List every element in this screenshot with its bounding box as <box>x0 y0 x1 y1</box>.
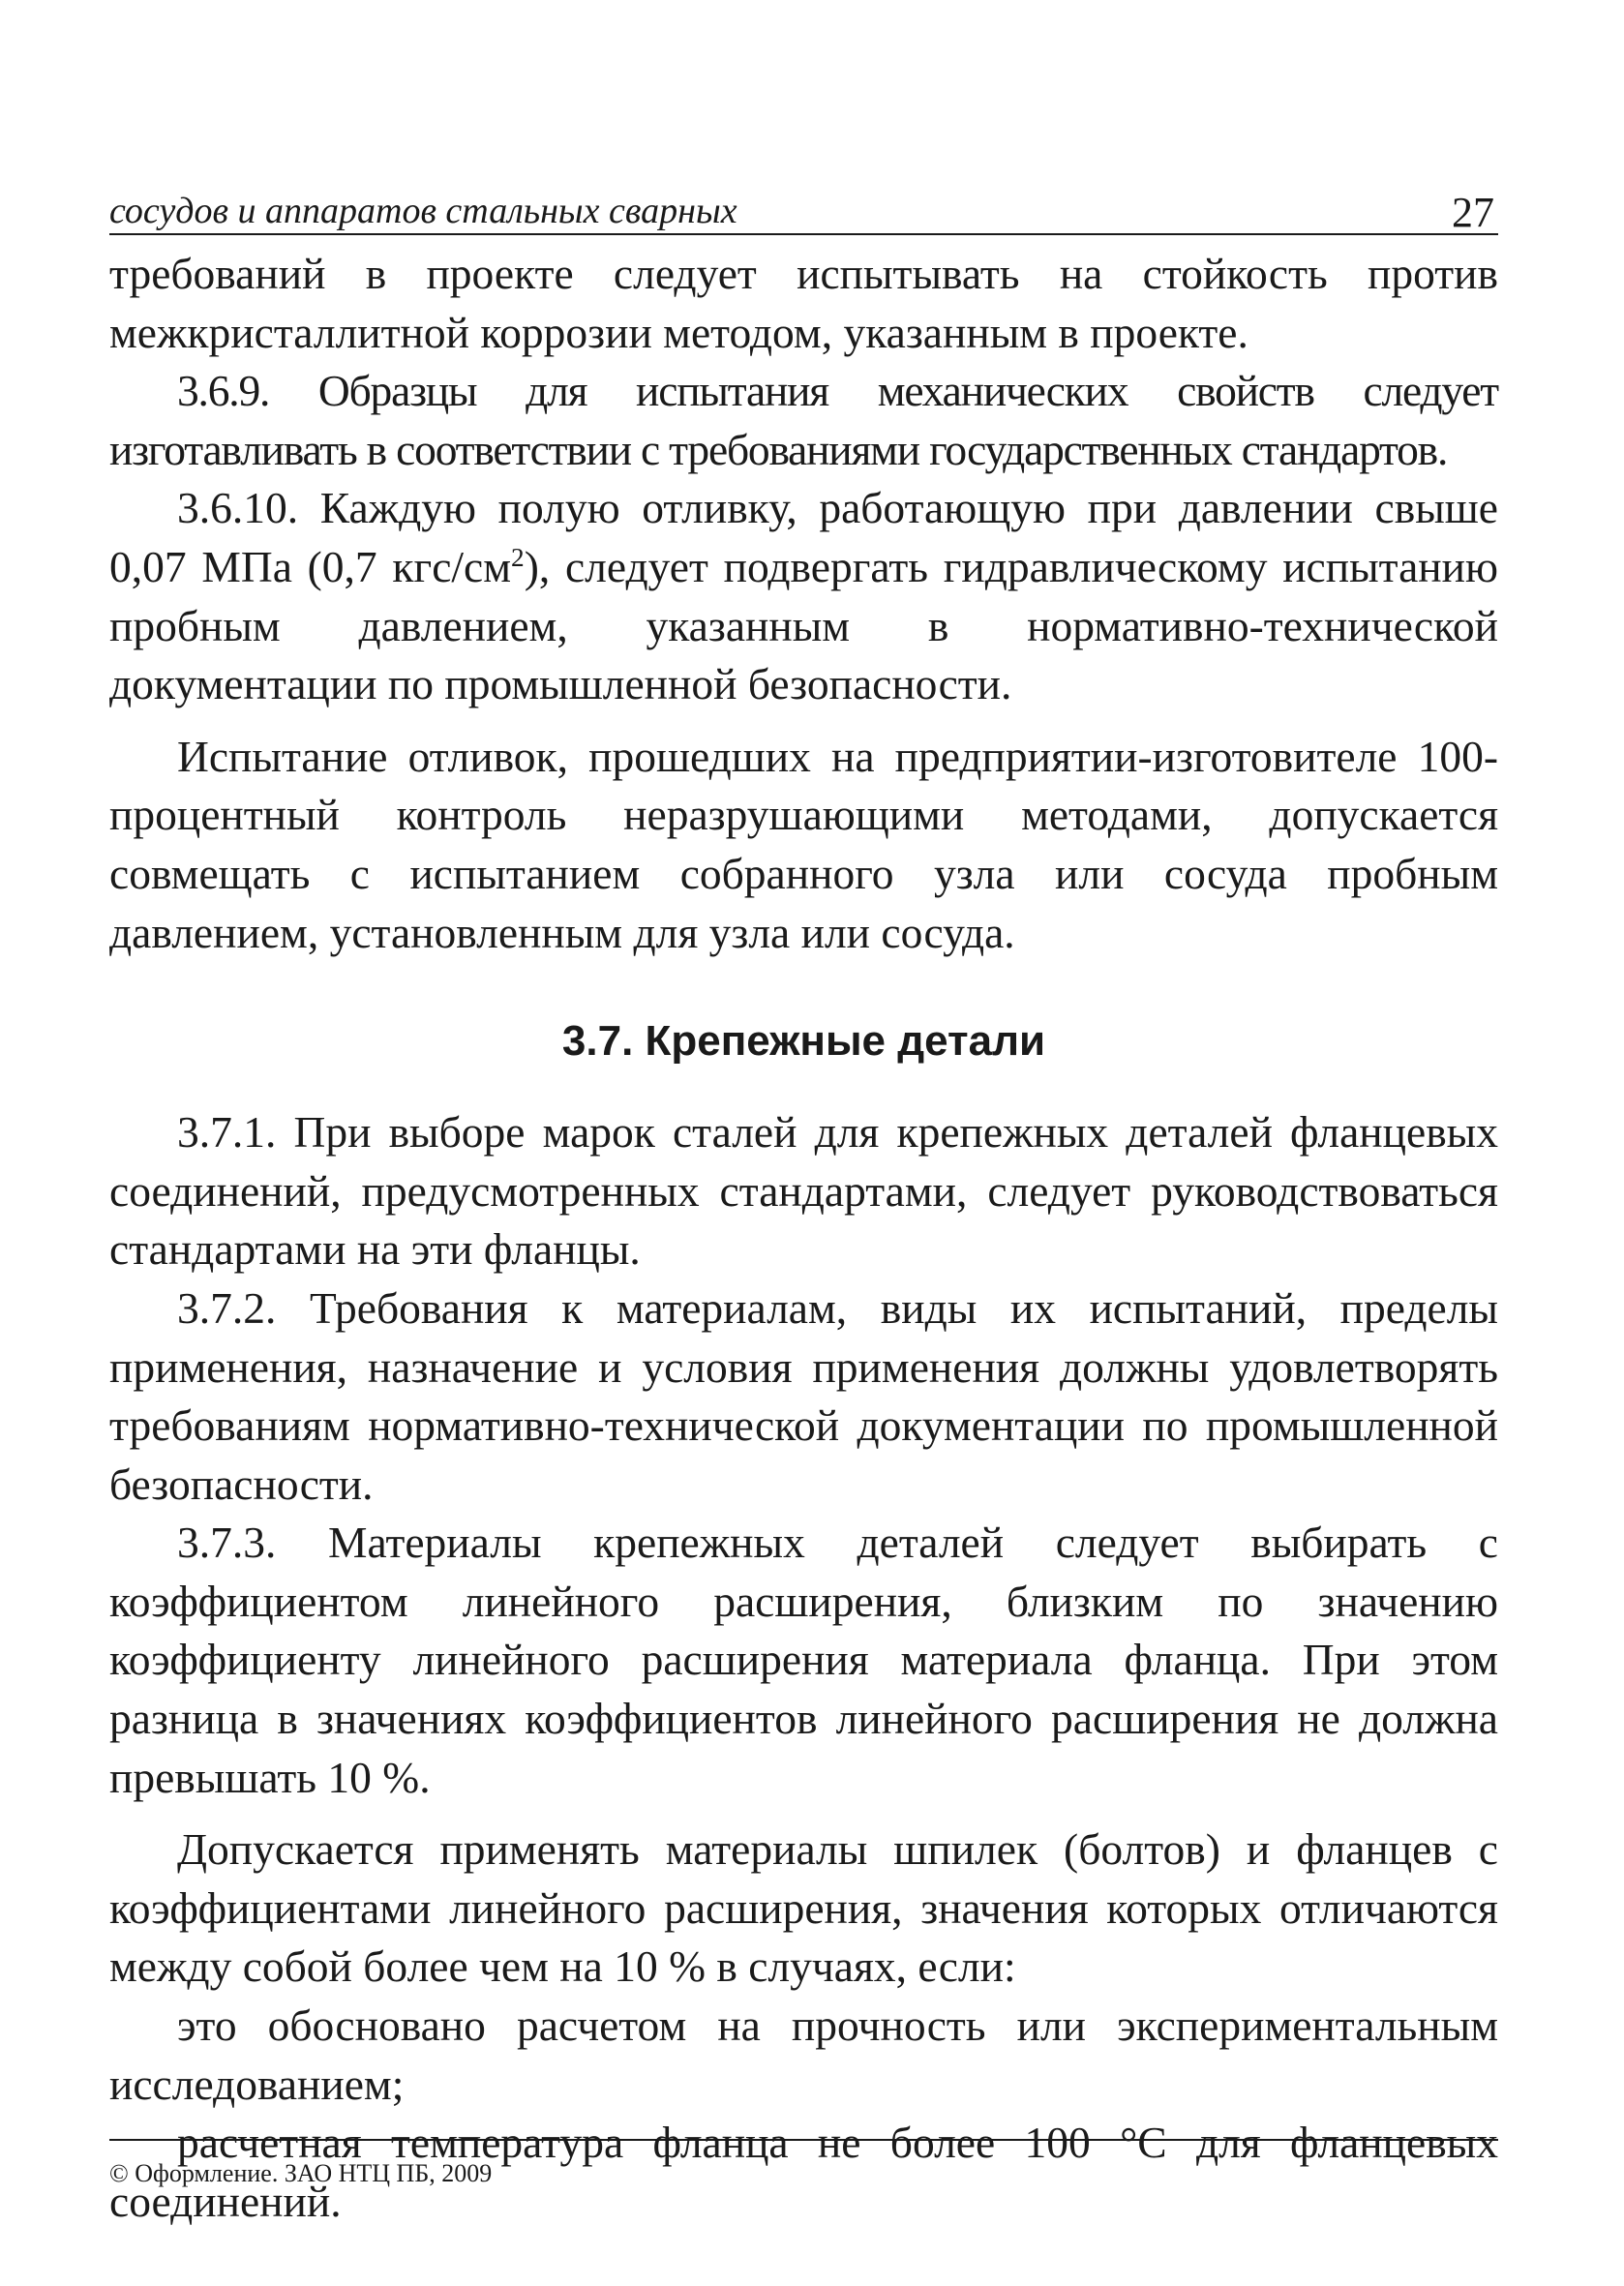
paragraph-3-6-9: 3.6.9. Образцы для испытания механических свойств следует изготавливать в соответствии с требованиями государственных стандартов. <box>109 366 1498 474</box>
running-head-title: сосудов и аппаратов стальных сварных <box>109 191 737 231</box>
paragraph-3-6-10-part1: 3.6.10. Каждую полую отливку, работающую при давлении свыше 0,07 МПа (0,7 кгс/см <box>109 483 1498 591</box>
document-page <box>109 189 1498 2231</box>
superscript: 2 <box>511 542 525 572</box>
paragraph-3-7-3: 3.7.3. Материалы крепежных деталей следует выбирать с коэффициентом линейного расширения, близким по значению коэффициенту линейного расширения материала фланца. При этом разница в значениях коэффициентов линейного расширения не должна превышать 10 %. <box>109 1518 1498 1802</box>
paragraph-3-6-10 <box>109 479 1498 713</box>
list-item-temperature: расчетная температура фланца не более 100 °С для фланцевых соединений. <box>109 2118 1498 2226</box>
paragraph-3-7-2: 3.7.2. Требования к материалам, виды их испытаний, пределы применения, назначение и условия применения должны удовлетворять требованиям нормативно-технической документации по промышленной безопасности. <box>109 1282 1498 1509</box>
list-item-justified: это обосновано расчетом на прочность или экспериментальным исследованием; <box>109 2000 1498 2109</box>
footer-copyright: © Оформление. ЗАО НТЦ ПБ, 2009 <box>109 2139 1498 2189</box>
paragraph-3-7-1: 3.7.1. При выборе марок сталей для крепежных деталей фланцевых соединений, предусмотренных стандартами, следует руководствоваться стандартами на эти фланцы. <box>109 1107 1498 1275</box>
paragraph-casting-test: Испытание отливок, прошедших на предприятии-изготовителе 100-процентный контроль неразрушающими методами, допускается совмещать с испытанием собранного узла или сосуда пробным давлением, установленным для узла или сосуда. <box>109 731 1498 957</box>
page-number: 27 <box>1452 189 1494 236</box>
paragraph-continued: требований в проекте следует испытывать на стойкость против межкристаллитной коррозии методом, указанным в проекте. <box>109 249 1498 357</box>
running-head <box>109 189 1498 235</box>
section-heading: 3.7. Крепежные детали <box>561 1017 1046 1066</box>
paragraph-allowed: Допускается применять материалы шпилек (болтов) и фланцев с коэффициентами линейного расширения, значения которых отличаются между собой более чем на 10 % в случаях, если: <box>109 1824 1498 1992</box>
body-text <box>109 245 1498 2231</box>
paragraph-3-6-10-part2: ), следует подвергать гидравлическому испытанию пробным давлением, указанным в нормативно-технической документации по промышленной безопасности. <box>109 541 1498 709</box>
